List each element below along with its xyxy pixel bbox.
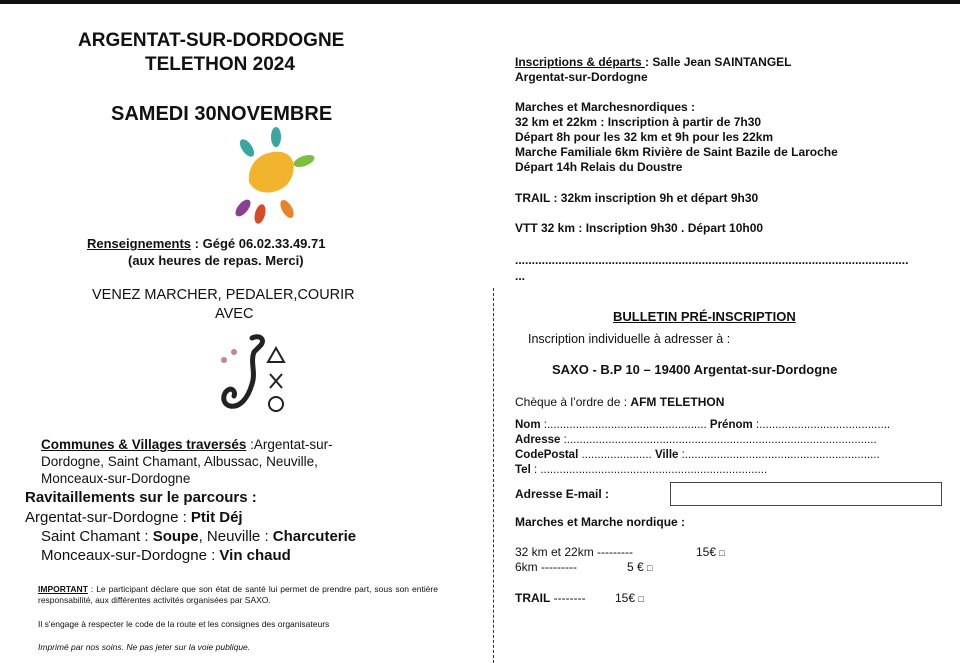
important-note [38,584,438,606]
mailing-address: SAXO - B.P 10 – 19400 Argentat-sur-Dordogne [552,362,838,377]
price-row-2 [515,560,577,574]
ravit-place: Saint Chamant : [41,528,153,545]
communes-line-1: :Argentat-sur- [246,437,333,452]
cheque-label: Chèque à l’ordre de : [515,395,631,409]
venez-line-2: AVEC [215,306,254,322]
marches-line: Départ 14h Relais du Doustre [515,160,683,174]
title-line-2: TELETHON 2024 [145,54,295,75]
email-label: Adresse E-mail : [515,487,610,501]
inscriptions-value: : Salle Jean SAINTANGEL [645,55,792,69]
renseignements-note: (aux heures de repas. Merci) [128,253,304,268]
trail-info: TRAIL : 32km inscription 9h et départ 9h30 [515,191,759,205]
renseignements-phone: : Gégé 06.02.33.49.71 [191,236,326,251]
inscriptions-row [515,55,792,69]
price-label: 6km --------- [515,560,577,574]
title-line-1: ARGENTAT-SUR-DORDOGNE [78,30,345,51]
adresse-field[interactable]: :................................................................................................. [560,434,877,446]
renseignements-label: Renseignements [87,236,192,251]
ravit-item: Ptit Déj [190,509,243,526]
inscriptions-city: Argentat-sur-Dordogne [515,70,648,84]
ville-label: Ville [651,449,679,461]
dots-short: ... [515,269,526,283]
ravitaillement-2 [41,528,356,545]
price-row-1 [515,545,633,559]
price-dash: -------- [550,591,586,605]
marches-block [515,100,838,175]
important-note-2: Il s'engage à respecter le code de la route et les consignes des organisateurs [38,619,330,629]
important-text: : Le participant déclare que son état de santé lui permet de prendre part, sous son entière responsabilité, aux différentes activités organisées par SAXO. [38,584,438,605]
price-row-3 [515,591,586,605]
ravit-item: Vin chaud [219,547,291,564]
codepostal-label: CodePostal [515,449,579,461]
inscriptions-label: Inscriptions & départs [515,55,646,69]
nom-row [515,419,890,431]
ravitaillements-title: Ravitaillements sur le parcours : [25,489,257,506]
ravit-item: Charcuterie [272,528,357,545]
imprime-note: Imprimé par nos soins. Ne pas jeter sur la voie publique. [38,642,251,652]
ravit-place: , Neuville : [198,528,273,545]
cut-line [493,288,494,663]
marches-line: Marche Familiale 6km Rivière de Saint Bazile de Laroche [515,145,838,159]
price-label: 32 km et 22km --------- [515,545,633,559]
communes-block [41,436,333,487]
price-value: 15€ [696,545,717,559]
communes-line-2: Dordogne, Saint Chamant, Albussac, Neuville, [41,454,318,469]
marches-price-title: Marches et Marche nordique : [515,515,686,529]
ravit-place: Argentat-sur-Dordogne : [25,509,191,526]
email-field[interactable] [670,482,942,506]
prenom-label: Prénom [706,419,753,431]
cheque-value: AFM TELETHON [630,395,725,409]
tel-label: Tel [515,464,531,476]
bulletin-title: BULLETIN PRÉ-INSCRIPTION [613,309,796,324]
nom-label: Nom [515,419,541,431]
renseignements-row [87,236,325,251]
tel-field[interactable]: : ....................................................................... [530,464,768,476]
communes-label: Communes & Villages traversés [41,437,247,452]
price-value-3 [615,591,644,605]
marches-title: Marches et Marchesnordiques : [515,100,696,114]
codepostal-row [515,449,880,461]
marches-line: Départ 8h pour les 32 km et 9h pour les 22km [515,130,774,144]
checkbox-icon[interactable]: □ [647,563,653,573]
sun-logo-icon [225,124,325,224]
tel-row [515,464,767,476]
codepostal-field[interactable]: ...................... [578,449,652,461]
venez-line-1: VENEZ MARCHER, PEDALER,COURIR [92,287,355,303]
ravitaillement-3 [41,547,291,564]
communes-line-3: Monceaux-sur-Dordogne [41,471,191,486]
dots-line: ...................................................................................................................... [515,253,909,267]
ravit-item: Soupe [152,528,199,545]
ville-field[interactable]: :............................................................. [678,449,880,461]
event-date: SAMEDI 30NOVEMBRE [111,103,333,125]
checkbox-icon[interactable]: □ [638,594,644,604]
important-label: IMPORTANT [38,584,88,594]
price-value: 5 € [627,560,644,574]
bulletin-subtitle: Inscription individuelle à adresser à : [528,332,731,346]
marches-line: 32 km et 22km : Inscription à partir de 7h30 [515,115,762,129]
checkbox-icon[interactable]: □ [719,548,725,558]
ravit-place: Monceaux-sur-Dordogne : [41,547,220,564]
price-value: 15€ [615,591,636,605]
vtt-info: VTT 32 km : Inscription 9h30 . Départ 10h00 [515,221,764,235]
cheque-row [515,395,724,409]
price-value-1 [696,545,725,559]
price-label: TRAIL [515,591,551,605]
nom-field[interactable]: :.................................................. [540,419,707,431]
price-value-2 [627,560,652,574]
ravitaillement-1 [25,509,243,526]
adresse-row [515,434,877,446]
prenom-field[interactable]: :......................................... [752,419,891,431]
adresse-label: Adresse [515,434,561,446]
saxophone-logo-icon [214,332,294,418]
